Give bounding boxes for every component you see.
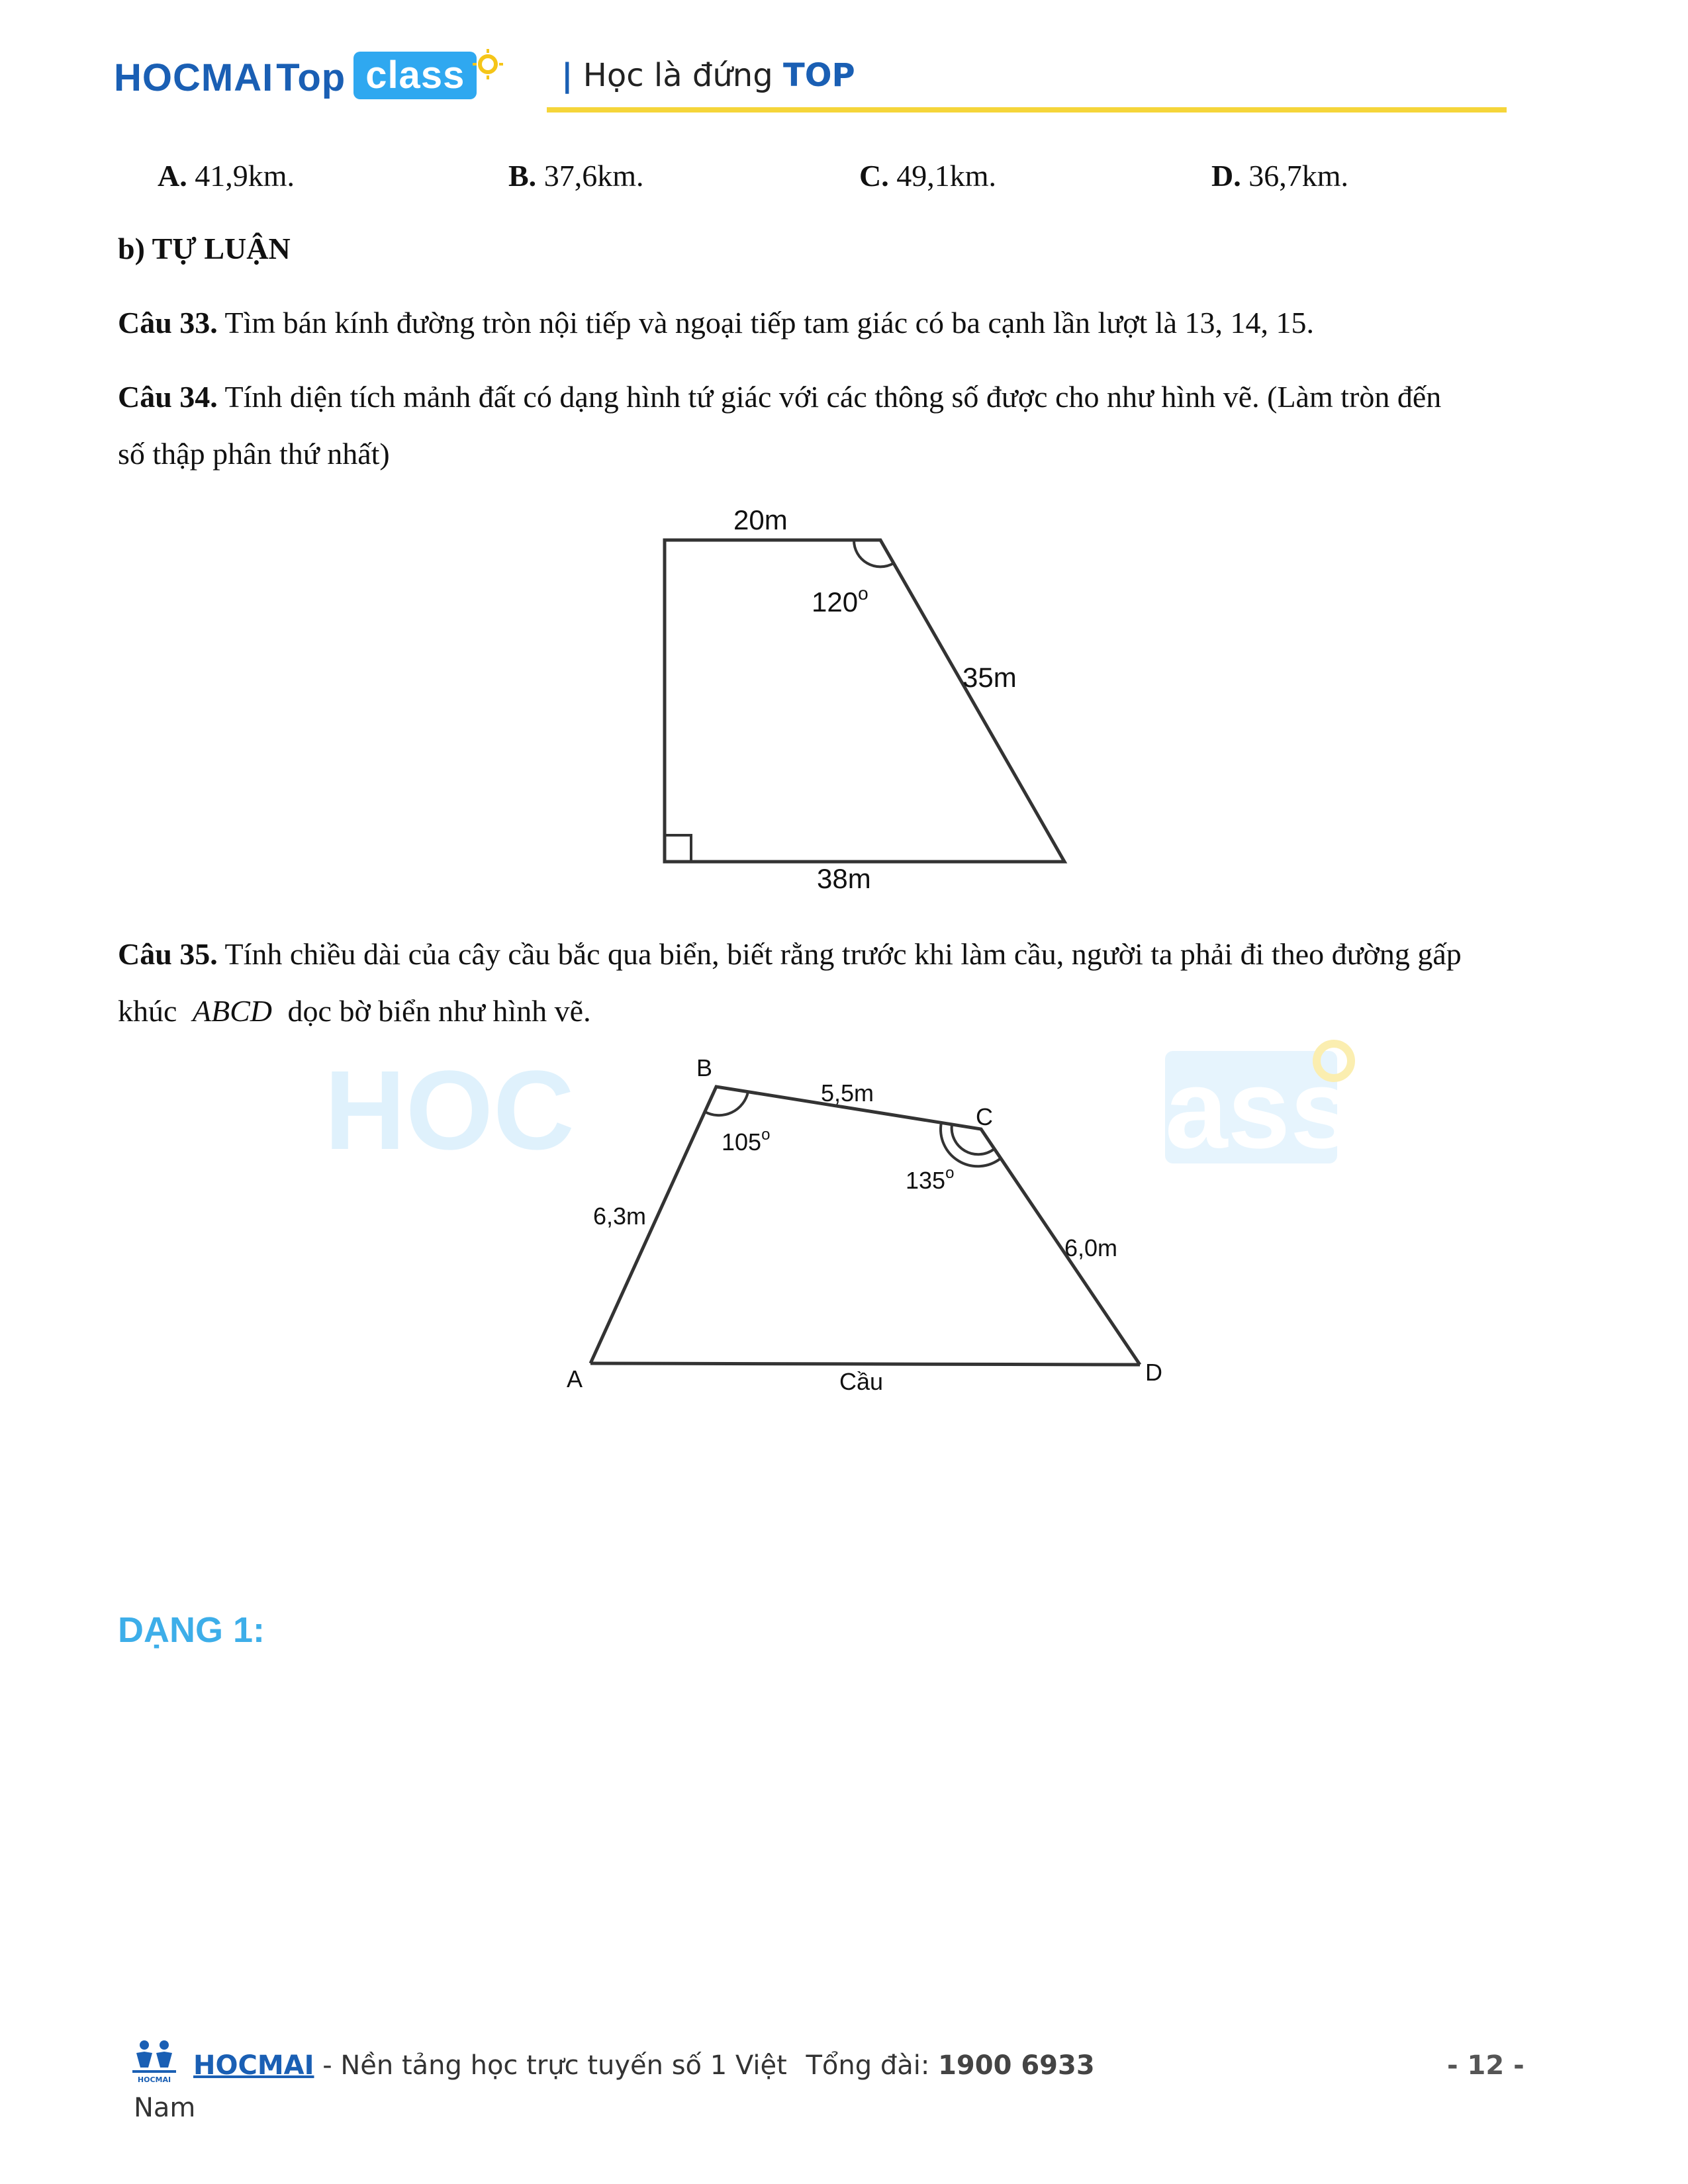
vertex-a: A <box>567 1365 583 1392</box>
question-34-line1: Tính diện tích mảnh đất có dạng hình tứ giác với các thông số được cho như hình vẽ. (Làm tròn đến <box>224 380 1442 414</box>
footer-page-number: - 12 - <box>1447 2050 1524 2081</box>
option-d-key: D. <box>1211 159 1241 193</box>
question-34-label: Câu 34. <box>118 380 218 414</box>
footer-hotline: 1900 6933 <box>938 2050 1095 2081</box>
option-a-key: A. <box>158 159 187 193</box>
question-35-line2-post: dọc bờ biển như hình vẽ. <box>287 994 591 1028</box>
footer-logo-icon <box>130 2038 179 2085</box>
angle-c-degree: o <box>945 1164 955 1182</box>
slogan-bar: | <box>561 57 573 94</box>
logo-class-badge: class <box>353 52 477 99</box>
angle-b-value: 105 <box>722 1128 762 1156</box>
bridge-ad <box>590 1363 1140 1365</box>
label-35m: 35m <box>962 662 1017 693</box>
vertex-d: D <box>1145 1359 1162 1386</box>
option-d-value: 36,7km. <box>1248 159 1349 193</box>
logo-top-text: Top <box>276 56 346 99</box>
label-20m: 20m <box>733 504 788 535</box>
footer-logo-caption: HOCMAI <box>137 2075 171 2084</box>
label-38m: 38m <box>817 863 871 894</box>
section-dang-1: DẠNG 1: <box>118 1610 265 1650</box>
footer-wrap-text: Nam <box>134 2093 196 2123</box>
path-abcd <box>590 1087 1140 1365</box>
footer-hotline-label: Tổng đài: <box>806 2050 930 2081</box>
question-33-text: Tìm bán kính đường tròn nội tiếp và ngoại tiếp tam giác có ba cạnh lần lượt là 13, 14, 15. <box>224 306 1315 340</box>
option-c-value: 49,1km. <box>896 159 997 193</box>
option-b-key: B. <box>508 159 537 193</box>
watermark-left: HOC <box>324 1048 575 1173</box>
question-35-line1: Tính chiều dài của cây cầu bắc qua biển, biết rằng trước khi làm cầu, người ta phải đi theo đường gấp <box>224 937 1462 971</box>
option-b-value: 37,6km. <box>543 159 644 193</box>
watermark-right: ass <box>1165 1046 1353 1172</box>
label-ab: 6,3m <box>593 1203 647 1230</box>
vertex-c: C <box>976 1103 993 1130</box>
slogan-text: Học là đứng <box>583 57 773 94</box>
label-120-degree: o <box>858 583 868 604</box>
vertex-b: B <box>696 1054 713 1081</box>
footer-brand-link[interactable]: HOCMAI <box>193 2050 314 2081</box>
footer-tagline: - Nền tảng học trực tuyến số 1 Việt <box>314 2050 787 2081</box>
label-bc: 5,5m <box>821 1079 874 1107</box>
footer-text <box>193 2050 1095 2081</box>
option-c-key: C. <box>859 159 889 193</box>
question-33-label: Câu 33. <box>118 306 218 340</box>
label-ad: Cầu <box>839 1368 884 1395</box>
logo-hocmai-text: HOCMAI <box>114 56 274 99</box>
angle-b-degree: o <box>761 1126 771 1144</box>
label-cd: 6,0m <box>1064 1234 1118 1261</box>
slogan-top: TOP <box>782 57 855 94</box>
question-35-variable: ABCD <box>192 994 273 1028</box>
question-35-line2-pre: khúc <box>118 994 177 1028</box>
label-120-value: 120 <box>812 586 859 617</box>
label-angle-c <box>906 1164 954 1194</box>
angle-c-value: 135 <box>906 1167 946 1194</box>
option-a-value: 41,9km. <box>195 159 295 193</box>
label-angle-b <box>722 1126 770 1156</box>
question-35-label: Câu 35. <box>118 937 218 971</box>
question-34-line2: số thập phân thứ nhất) <box>118 437 390 471</box>
section-heading: b) TỰ LUẬN <box>118 232 291 265</box>
